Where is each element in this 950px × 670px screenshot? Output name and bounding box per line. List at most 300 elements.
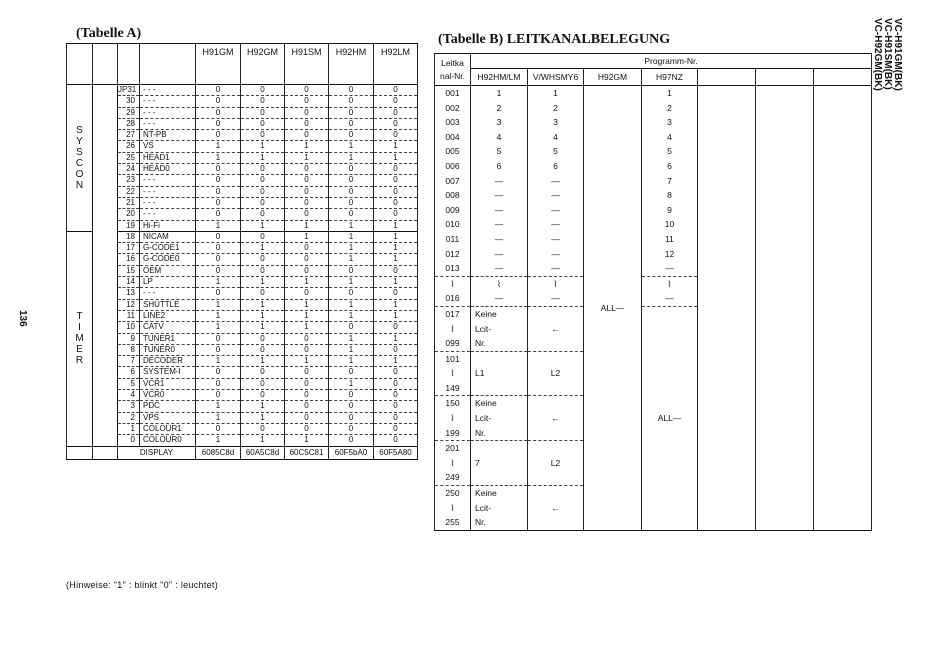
bit-value: 0 (196, 107, 241, 118)
program-value: — (528, 232, 584, 247)
leitkanal-number: 008 (435, 188, 471, 203)
bit-number: 23 (118, 175, 140, 186)
program-value: — (471, 174, 528, 189)
column-header: H92LM (374, 44, 418, 85)
bit-value: 0 (241, 85, 285, 96)
bit-value: 0 (241, 107, 285, 118)
program-value (528, 381, 584, 396)
program-value: 7 (642, 174, 698, 189)
bit-value: 1 (241, 310, 285, 321)
bit-value: 1 (196, 277, 241, 288)
bit-value: 0 (241, 197, 285, 208)
bit-name: NT-PB (140, 130, 196, 141)
program-value (528, 426, 584, 441)
table-a-title: (Tabelle A) (76, 26, 142, 41)
program-value: 9 (642, 203, 698, 218)
program-value: 6 (528, 159, 584, 174)
bit-value: 1 (241, 152, 285, 163)
section-label: T I M E R (67, 231, 93, 446)
bit-name: Hi-Fi (140, 220, 196, 231)
program-value: — (528, 261, 584, 276)
program-value: 4 (528, 130, 584, 145)
bit-value: 1 (241, 322, 285, 333)
bit-value: 1 (285, 435, 329, 446)
leitkanal-number: 099 (435, 336, 471, 351)
bit-value: 1 (241, 401, 285, 412)
bit-value: 0 (374, 288, 418, 299)
table-row (67, 118, 418, 129)
program-value: 10 (642, 217, 698, 232)
leitkanal-number: 005 (435, 144, 471, 159)
table-row (67, 378, 418, 389)
leitkanal-number: 006 (435, 159, 471, 174)
table-row (67, 333, 418, 344)
bit-value: 0 (374, 107, 418, 118)
column-header: H92GM (241, 44, 285, 85)
bit-number: 21 (118, 197, 140, 208)
leitkanal-number: 011 (435, 232, 471, 247)
model-line: VC-H92GM(BK) (872, 18, 883, 91)
program-value: 2 (471, 101, 528, 116)
bit-value: 0 (285, 186, 329, 197)
bit-value: 0 (285, 367, 329, 378)
program-value (471, 470, 528, 485)
bit-value: 0 (329, 367, 374, 378)
bit-value: 0 (285, 288, 329, 299)
bit-value: 0 (374, 401, 418, 412)
program-value: — (528, 247, 584, 262)
bit-name: TUNER1 (140, 333, 196, 344)
bit-value: 0 (196, 85, 241, 96)
leitkanal-number: 004 (435, 130, 471, 145)
header-blank (140, 44, 196, 85)
bit-value: 0 (196, 265, 241, 276)
program-value: Nr. (471, 336, 528, 351)
table-row (67, 209, 418, 220)
bit-value: 0 (241, 209, 285, 220)
column-header: H92HM (329, 44, 374, 85)
bit-value: 1 (196, 401, 241, 412)
blank-header (814, 69, 872, 86)
bit-value: 0 (285, 85, 329, 96)
bit-value: 0 (374, 378, 418, 389)
header-blank (93, 44, 118, 85)
bit-number: 18 (118, 231, 140, 242)
bit-value: 0 (196, 118, 241, 129)
bit-value: 1 (329, 231, 374, 242)
program-value: 1 (642, 86, 698, 101)
leitkanal-number: 199 (435, 426, 471, 441)
table-row (67, 401, 418, 412)
program-value: 3 (471, 115, 528, 130)
leitkanal-number: 250 (435, 486, 471, 501)
table-b (434, 53, 872, 531)
program-value: 1 (528, 86, 584, 101)
program-value (471, 381, 528, 396)
leitkanal-number: 201 (435, 441, 471, 456)
table-row (67, 310, 418, 321)
display-code: 60A5C8d (241, 446, 285, 459)
blank-header (698, 69, 756, 86)
bit-value: 0 (285, 243, 329, 254)
program-value: 3 (528, 115, 584, 130)
table-a (66, 43, 418, 460)
bit-value: 0 (374, 164, 418, 175)
bit-value: 1 (285, 277, 329, 288)
program-value: — (528, 188, 584, 203)
bit-name: - - - (140, 107, 196, 118)
table-row (67, 220, 418, 231)
program-value: 12 (642, 247, 698, 262)
bit-value: 0 (329, 130, 374, 141)
blank-cell (93, 231, 118, 446)
bit-value: 0 (285, 209, 329, 220)
program-value: 6 (642, 159, 698, 174)
table-row (67, 344, 418, 355)
leitkanal-number: 002 (435, 101, 471, 116)
program-value: Lcit- (471, 501, 528, 516)
section-label: S Y S C O N (67, 85, 93, 232)
bit-value: 1 (329, 310, 374, 321)
leitkanal-number: ⌇ (435, 276, 471, 291)
table-row (67, 390, 418, 401)
program-value: 5 (471, 144, 528, 159)
bit-value: 0 (285, 344, 329, 355)
bit-name: VCR1 (140, 378, 196, 389)
all-h97nz: ALL— (642, 306, 698, 530)
program-value (528, 336, 584, 351)
table-row (67, 265, 418, 276)
bit-number: 29 (118, 107, 140, 118)
bit-value: 1 (329, 152, 374, 163)
bit-value: 1 (374, 243, 418, 254)
bit-value: 0 (285, 197, 329, 208)
bit-number: 17 (118, 243, 140, 254)
bit-value: 0 (285, 412, 329, 423)
table-row (67, 412, 418, 423)
program-value: L2 (528, 366, 584, 381)
bit-value: 0 (196, 197, 241, 208)
program-value: ← (528, 411, 584, 426)
bit-value: 1 (374, 310, 418, 321)
bit-value: 0 (374, 209, 418, 220)
leitkanal-number: 010 (435, 217, 471, 232)
bit-value: 0 (374, 130, 418, 141)
bit-name: SYSTEM-I (140, 367, 196, 378)
bit-number: 14 (118, 277, 140, 288)
program-value (528, 396, 584, 411)
column-header: H92GM (584, 69, 642, 86)
table-row (67, 288, 418, 299)
program-value: — (528, 217, 584, 232)
bit-value: 1 (241, 435, 285, 446)
bit-value: 0 (196, 367, 241, 378)
blank-cell (93, 446, 118, 459)
bit-value: 1 (285, 310, 329, 321)
bit-value: 1 (285, 299, 329, 310)
blank-cell (93, 85, 118, 232)
display-code: 60C5C81 (285, 446, 329, 459)
bit-value: 0 (374, 322, 418, 333)
program-value: L1 (471, 366, 528, 381)
display-code: 6085C8d (196, 446, 241, 459)
bit-number: 6 (118, 367, 140, 378)
bit-value: 0 (285, 423, 329, 434)
notes: (Hinweise: "1" : blinkt "0" : leuchtet) (66, 580, 219, 590)
model-line: VC-H91GM(BK) (892, 18, 903, 91)
bit-value: 1 (374, 254, 418, 265)
program-value (528, 351, 584, 366)
bit-name: NICAM (140, 231, 196, 242)
table-row (67, 164, 418, 175)
table-row (67, 175, 418, 186)
bit-value: 1 (374, 141, 418, 152)
bit-name: TUNER0 (140, 344, 196, 355)
bit-value: 0 (285, 107, 329, 118)
bit-value: 0 (329, 288, 374, 299)
table-row (67, 367, 418, 378)
leitkanal-number: 003 (435, 115, 471, 130)
bit-value: 0 (374, 186, 418, 197)
program-value (471, 441, 528, 456)
bit-value: 1 (329, 378, 374, 389)
bit-name: - - - (140, 197, 196, 208)
table-row (67, 254, 418, 265)
bit-value: 0 (241, 390, 285, 401)
bit-value: 1 (285, 356, 329, 367)
empty-column (814, 86, 872, 531)
table-row (67, 107, 418, 118)
bit-value: 1 (329, 141, 374, 152)
bit-value: 0 (329, 265, 374, 276)
bit-value: 0 (285, 164, 329, 175)
leitkanal-number: ⌇ (435, 501, 471, 516)
leitkanal-number: ⌇ (435, 322, 471, 337)
leitkanal-number: 149 (435, 381, 471, 396)
leitkanal-number: ⌇ (435, 456, 471, 471)
bit-value: 0 (241, 254, 285, 265)
bit-value: 0 (196, 209, 241, 220)
bit-number: 1 (118, 423, 140, 434)
bit-number: 11 (118, 310, 140, 321)
bit-name: - - - (140, 96, 196, 107)
bit-value: 1 (241, 356, 285, 367)
table-row (67, 141, 418, 152)
bit-name: - - - (140, 118, 196, 129)
bit-name: HEAD1 (140, 152, 196, 163)
bit-value: 0 (374, 85, 418, 96)
program-value: Keine (471, 396, 528, 411)
bit-number: 25 (118, 152, 140, 163)
bit-value: 0 (329, 197, 374, 208)
empty-column (698, 86, 756, 531)
bit-value: 0 (329, 412, 374, 423)
bit-value: 0 (241, 175, 285, 186)
bit-value: 1 (374, 356, 418, 367)
bit-number: 20 (118, 209, 140, 220)
bit-value: 0 (374, 435, 418, 446)
bit-value: 0 (374, 197, 418, 208)
bit-value: 1 (241, 412, 285, 423)
bit-value: 0 (374, 175, 418, 186)
bit-value: 0 (374, 412, 418, 423)
program-value: ← (528, 322, 584, 337)
bit-value: 0 (329, 118, 374, 129)
bit-value: 0 (329, 175, 374, 186)
table-a-header-row (67, 44, 418, 85)
bit-name: G-CODE0 (140, 254, 196, 265)
programm-header: Programm-Nr. (471, 54, 872, 69)
column-header: H97NZ (642, 69, 698, 86)
program-value: — (471, 291, 528, 306)
program-value: 6 (471, 159, 528, 174)
bit-value: 0 (285, 118, 329, 129)
bit-name: PDC (140, 401, 196, 412)
bit-value: 1 (329, 344, 374, 355)
bit-name: - - - (140, 288, 196, 299)
bit-value: 1 (285, 231, 329, 242)
bit-value: 0 (241, 288, 285, 299)
bit-value: 1 (374, 299, 418, 310)
bit-value: 1 (374, 277, 418, 288)
program-value: 7 (471, 456, 528, 471)
table-row (67, 423, 418, 434)
program-value: 2 (642, 101, 698, 116)
program-value: Lcit- (471, 322, 528, 337)
bit-number: 7 (118, 356, 140, 367)
program-value: — (471, 232, 528, 247)
bit-value: 0 (285, 265, 329, 276)
bit-value: 0 (196, 378, 241, 389)
bit-value: 1 (196, 299, 241, 310)
bit-number: 12 (118, 299, 140, 310)
bit-value: 1 (374, 231, 418, 242)
table-row (67, 322, 418, 333)
leitkanal-number: 013 (435, 261, 471, 276)
bit-value: 0 (196, 175, 241, 186)
program-value: Lcit- (471, 411, 528, 426)
bit-name: - - - (140, 209, 196, 220)
bit-value: 0 (285, 333, 329, 344)
bit-value: 1 (329, 356, 374, 367)
leitkanal-number: ⌇ (435, 366, 471, 381)
bit-value: 0 (241, 333, 285, 344)
bit-value: 1 (329, 277, 374, 288)
bit-number: 27 (118, 130, 140, 141)
program-value: 1 (471, 86, 528, 101)
leitkanal-number: 150 (435, 396, 471, 411)
bit-number: 19 (118, 220, 140, 231)
bit-value: 1 (196, 141, 241, 152)
bit-value: 0 (196, 130, 241, 141)
bit-value: 1 (196, 152, 241, 163)
bit-value: 0 (196, 231, 241, 242)
blank-cell (67, 446, 93, 459)
bit-value: 0 (241, 423, 285, 434)
bit-number: 28 (118, 118, 140, 129)
bit-name: VS (140, 141, 196, 152)
bit-value: 0 (196, 164, 241, 175)
bit-value: 1 (374, 152, 418, 163)
bit-value: 1 (329, 220, 374, 231)
bit-value: 0 (329, 322, 374, 333)
bit-number: 9 (118, 333, 140, 344)
bit-name: LP (140, 277, 196, 288)
program-value (528, 486, 584, 501)
bit-value: 0 (241, 130, 285, 141)
bit-value: 0 (374, 390, 418, 401)
bit-value: 0 (241, 344, 285, 355)
bit-value: 0 (241, 118, 285, 129)
table-row (67, 197, 418, 208)
bit-value: 1 (285, 322, 329, 333)
program-value (528, 515, 584, 530)
bit-name: OEM (140, 265, 196, 276)
bit-value: 0 (196, 254, 241, 265)
table-row (67, 152, 418, 163)
bit-value: 0 (329, 390, 374, 401)
bit-name: - - - (140, 186, 196, 197)
table-b-subheader-row (435, 69, 872, 86)
bit-value: 1 (285, 152, 329, 163)
bit-value: 0 (374, 344, 418, 355)
bit-name: COLOUR1 (140, 423, 196, 434)
page-number: 136 (17, 310, 28, 327)
bit-value: 0 (241, 164, 285, 175)
header-blank (118, 44, 140, 85)
leitkanal-number: 255 (435, 515, 471, 530)
program-value: ⌇ (471, 276, 528, 291)
bit-value: 0 (241, 96, 285, 107)
bit-value: 1 (329, 299, 374, 310)
bit-value: 0 (329, 96, 374, 107)
leitkanal-number: 009 (435, 203, 471, 218)
bit-number: 4 (118, 390, 140, 401)
leitkanal-header (435, 54, 471, 86)
bit-value: 1 (241, 141, 285, 152)
bit-value: 0 (329, 423, 374, 434)
bit-value: 0 (329, 209, 374, 220)
bit-value: 0 (285, 96, 329, 107)
program-value: 2 (528, 101, 584, 116)
table-row (67, 243, 418, 254)
bit-value: 0 (285, 130, 329, 141)
header-line: nal-Nr. (439, 70, 466, 81)
bit-value: 0 (196, 390, 241, 401)
program-value: 4 (471, 130, 528, 145)
leitkanal-number: 007 (435, 174, 471, 189)
bit-value: 1 (196, 310, 241, 321)
bit-name: SHUTTLE (140, 299, 196, 310)
bit-value: 1 (285, 141, 329, 152)
bit-value: 0 (241, 265, 285, 276)
display-label: DISPLAY (118, 446, 196, 459)
bit-value: 0 (241, 186, 285, 197)
bit-value: 1 (196, 356, 241, 367)
bit-number: 22 (118, 186, 140, 197)
bit-number: 8 (118, 344, 140, 355)
bit-value: 0 (196, 423, 241, 434)
program-value (528, 470, 584, 485)
bit-value: 0 (241, 231, 285, 242)
bit-value: 1 (329, 333, 374, 344)
bit-number: 3 (118, 401, 140, 412)
display-row (67, 446, 418, 459)
leitkanal-number: 012 (435, 247, 471, 262)
bit-name: LINE2 (140, 310, 196, 321)
bit-value: 1 (241, 299, 285, 310)
table-b-title: (Tabelle B) LEITKANALBELEGUNG (438, 32, 671, 47)
